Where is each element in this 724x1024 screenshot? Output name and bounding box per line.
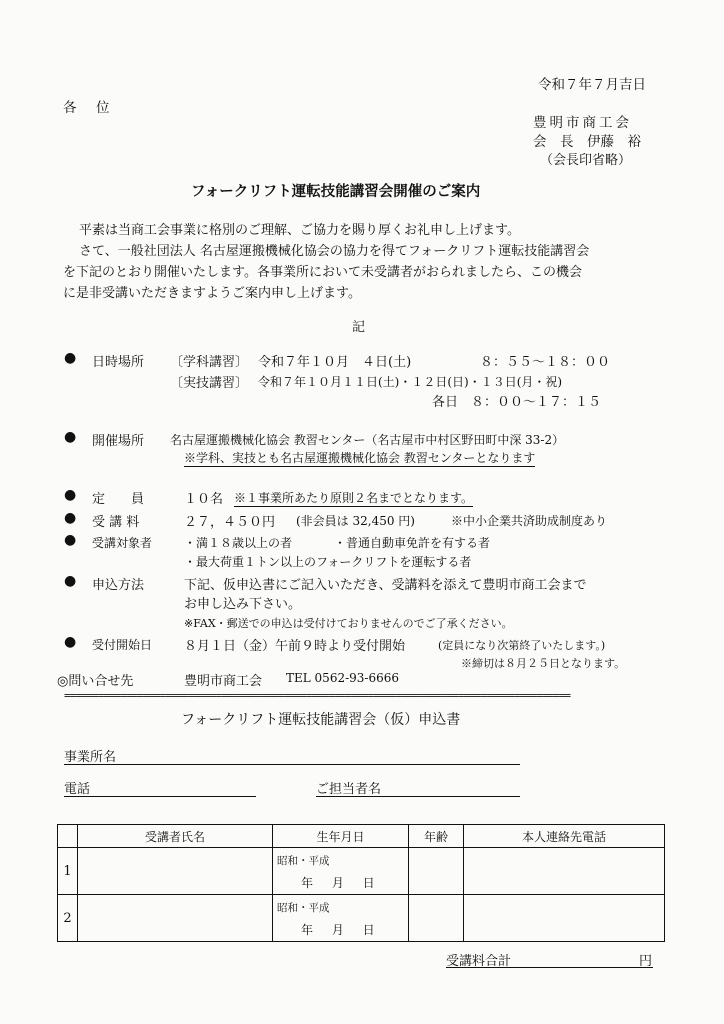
column-header: 受講者氏名 [78,825,273,848]
fee-label: 受 講 料 [92,515,140,530]
column-header: 年齢 [409,825,464,848]
deadline-note: ※締切は８月２５日となります。 [461,657,626,670]
capacity-value: １０名 [184,492,224,507]
ymd-placeholder: 年 月 日 [301,922,376,937]
bullet-icon: ● [64,532,77,548]
ki-heading: 記 [352,320,366,335]
seal-note: （会長印省略） [540,153,632,168]
person-label: ご担当者名 [316,782,382,797]
column-header: 本人連絡先電話 [464,825,665,848]
intro-line-1: 平素は当商工会事業に格別のご理解、ご協力を賜り厚くお礼申し上げます。 [79,223,520,238]
company-field[interactable] [64,764,520,765]
applicant-table [57,824,665,942]
total-unit: 円 [639,954,653,969]
start-paren: (定員になり次第終了いたします。) [438,639,606,652]
lecture-time: ８：５５～１８：００ [480,355,611,370]
age-cell[interactable] [409,895,464,942]
page-title: フォークリフト運転技能講習会開催のご案内 [191,184,481,200]
bullet-icon: ● [64,510,77,526]
era-options: 昭和・平成 [277,901,330,914]
intro-line-3: を下記のとおり開催いたします。各事業所において未受講者がおられましたら、この機会 [63,265,582,280]
intro-line-4: に是非受講いただきますようご案内申し上げます。 [63,286,361,301]
practical-date: 令和７年１０月１１日(土)・１２日(日)・１３日(月・祝) [258,375,563,389]
bullet-icon: ● [64,634,77,650]
bullet-icon: ● [64,350,77,366]
contact-tel: TEL 0562-93-6666 [286,671,400,685]
table-header-row [58,825,665,848]
start-label: 受付開始日 [92,638,153,652]
fee-nonmember: (非会員は 32,450 円) [296,514,415,528]
eligibility-item-3: ・最大荷重１トン以上のフォークリフトを運転する者 [184,555,472,569]
name-cell[interactable] [78,895,273,942]
apply-line-2: お申し込み下さい。 [184,597,302,612]
addressee: 各 位 [63,100,113,116]
table-row [58,848,665,895]
company-label: 事業所名 [64,750,117,765]
contact-label: ◎問い合せ先 [57,674,134,689]
phone-cell[interactable] [464,895,665,942]
phone-label: 電話 [64,782,91,797]
bullet-icon: ● [64,573,77,589]
start-value: ８月１日（金）午前９時より受付開始 [184,639,406,654]
person-field[interactable] [316,796,520,797]
birthdate-cell[interactable] [273,895,409,942]
practical-tag: 〔実技講習〕 [170,376,249,391]
apply-label: 申込方法 [92,578,145,593]
fee-value: ２７，４５０円 [184,515,276,530]
intro-line-2: さて、一般社団法人 名古屋運搬機械化協会の協力を得てフォークリフト運転技能講習会 [79,244,590,259]
age-cell[interactable] [409,848,464,895]
birthdate-cell[interactable] [273,848,409,895]
sender-org: 豊明市商工会 [533,115,632,131]
eligibility-item-2: ・普通自動車免許を有する者 [334,536,491,550]
bullet-icon: ● [64,429,77,445]
eligibility-label: 受講対象者 [92,536,153,550]
cut-line: ========================================================================================== [64,689,571,702]
venue-label: 開催場所 [92,434,145,449]
ymd-placeholder: 年 月 日 [301,875,376,890]
lecture-tag: 〔学科講習〕 [170,355,249,370]
eligibility-item-1: ・満１８歳以上の者 [184,536,293,550]
venue-note: ※学科、実技とも名古屋運搬機械化協会 教習センターとなります [184,451,536,465]
phone-cell[interactable] [464,848,665,895]
apply-line-1: 下記、仮申込書にご記入いただき、受講料を添えて豊明市商工会まで [184,578,587,593]
lecture-date: 令和７年１０月 ４日(土) [258,355,412,370]
total-label: 受講料合計 [446,954,512,969]
apply-note: ※FAX・郵送での申込は受付けておりませんのでご了承ください。 [184,617,513,630]
practical-time: 各日 ８：００～１７：１５ [432,395,602,410]
form-title: フォークリフト運転技能講習会（仮）申込書 [181,712,461,728]
name-cell[interactable] [78,848,273,895]
column-header: 生年月日 [273,825,409,848]
row-number: 1 [58,848,78,895]
table-row [58,895,665,942]
capacity-label: 定 員 [92,492,145,507]
bullet-icon: ● [64,487,77,503]
fee-note: ※中小企業共済助成制度あり [451,514,608,528]
era-options: 昭和・平成 [277,854,330,867]
venue-value: 名古屋運搬機械化協会 教習センター（名古屋市中村区野田町中深 33-2） [170,433,565,447]
corner-cell [58,825,78,848]
sender-name: 会 長 伊藤 裕 [533,134,641,150]
contact-org: 豊明市商工会 [184,674,263,689]
phone-field[interactable] [64,796,256,797]
capacity-note: ※１事業所あたり原則２名までとなります。 [234,491,474,505]
row-number: 2 [58,895,78,942]
datetime-label: 日時場所 [92,355,145,370]
total-field[interactable] [446,967,653,968]
issue-date: 令和７年７月吉日 [538,77,646,93]
